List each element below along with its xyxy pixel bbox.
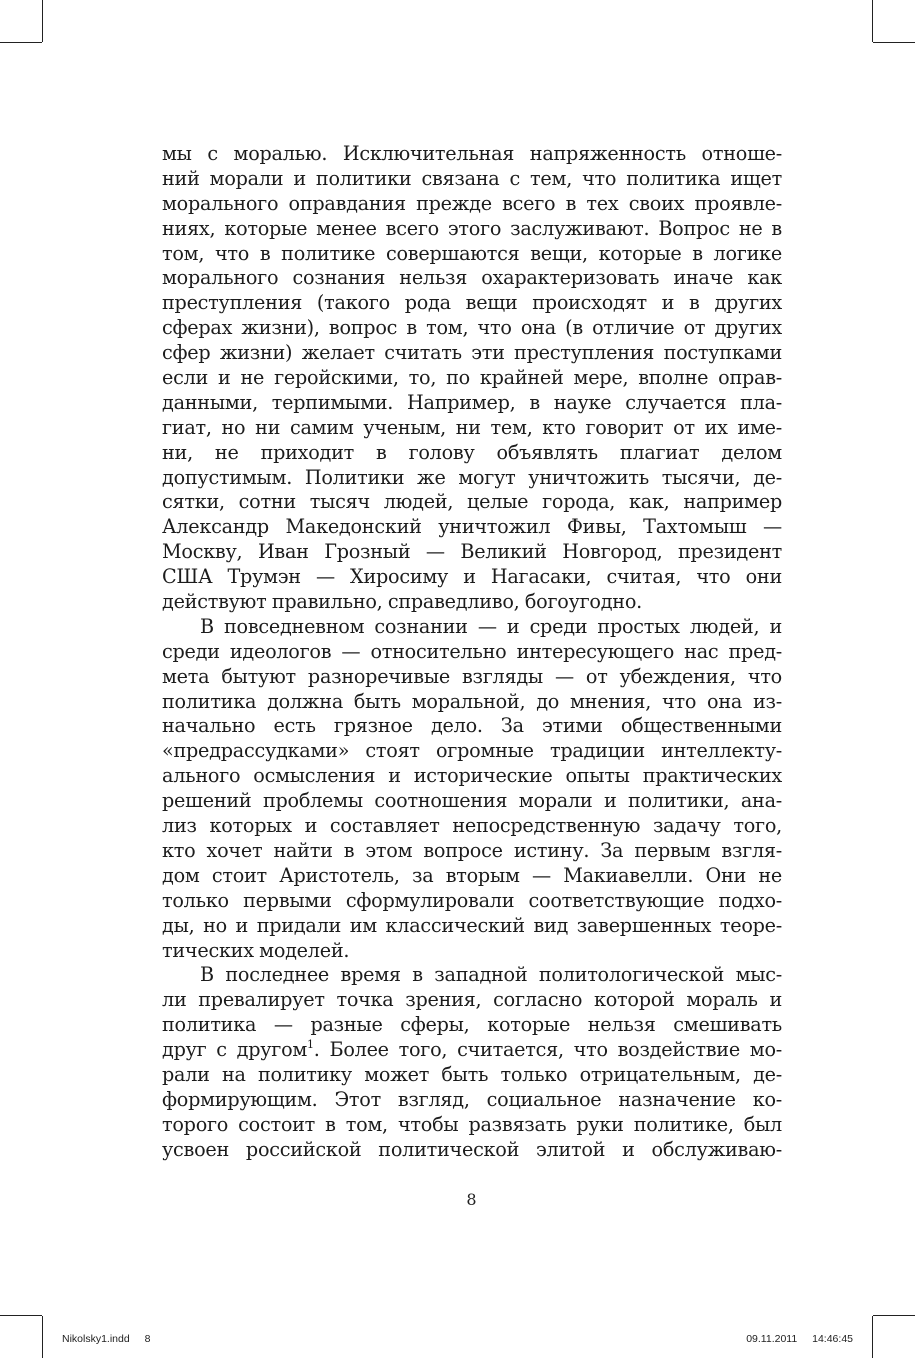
text-line-content: усвоен российской политической элитой и обслуживаю- [162,1137,782,1161]
text-line-content: «предрассудками» стоят огромные традиции интеллекту- [162,739,782,763]
text-line [162,341,782,366]
text-line [162,690,782,715]
text-line-content: Александр Македонский уничтожил Фивы, Тахтомыш — [162,515,782,539]
footnote-ref[interactable]: 1 [307,1038,314,1052]
text-line [162,1038,782,1063]
text-line [162,242,782,267]
text-line [162,1088,782,1113]
crop-mark [872,1316,873,1358]
text-line [162,565,782,590]
text-line-content: Москву, Иван Грозный — Великий Новгород, президент [162,540,782,564]
text-line [162,1138,782,1163]
text-line-content: действуют правильно, справедливо, богоугодно. [162,590,642,614]
crop-mark [873,42,915,43]
text-line-content: В повседневном сознании — и среди простых людей, и [200,614,782,638]
text-line [162,391,782,416]
text-line-content: ни, не приходит в голову объявлять плагиат делом [162,440,782,464]
text-line [162,864,782,889]
crop-mark [42,0,43,42]
text-line-content: В последнее время в западной политологической мыс- [200,963,782,987]
text-line-content: политика — разные сферы, которые нельзя смешивать [162,1013,782,1037]
text-line [162,764,782,789]
text-line-content: допустимым. Политики же могут уничтожить тысячи, де- [162,465,782,489]
text-line [162,366,782,391]
page-number: 8 [466,1190,477,1209]
crop-mark [0,1315,42,1316]
text-line-content: лиз которых и составляет непосредственную задачу того, [162,814,782,838]
text-line-content: рали на политику может быть только отрицательным, де- [162,1062,782,1086]
text-line [162,963,782,988]
text-line-content: ниях, которые менее всего этого заслуживают. Вопрос не в [162,216,782,240]
text-line-content: том, что в политике совершаются вещи, которые в логике [162,241,782,265]
text-line-content: начально есть грязное дело. За этими общественными [162,714,782,738]
text-line-content: мы с моралью. Исключительная напряженность отноше- [162,142,782,165]
text-line-content: морального сознания нельзя охарактеризовать иначе как [162,266,782,290]
text-line [162,615,782,640]
text-line-content: сфер жизни) желает считать эти преступления поступками [162,341,782,365]
crop-mark [872,0,873,42]
text-line [162,266,782,291]
slug-left [62,1333,150,1345]
text-line-content: сферах жизни), вопрос в том, что она (в отличие от других [162,316,782,340]
text-line-content: среди идеологов — относительно интересующего нас пред- [162,639,782,663]
text-line [162,939,782,964]
crop-mark [0,42,42,43]
text-line [162,142,782,167]
text-line [162,1063,782,1088]
text-line [162,416,782,441]
text-line-content: гиат, но ни самим ученым, ни тем, кто говорит от их име- [162,415,782,439]
text-line [162,640,782,665]
text-line [162,217,782,242]
text-line-content: только первыми сформулировали соответствующие подхо- [162,888,782,912]
text-line-content: торого состоит в том, чтобы развязать руки политике, был [162,1112,782,1136]
text-line-content: ний морали и политики связана с тем, что политика ищет [162,166,782,190]
text-line [162,665,782,690]
text-line-content: ды, но и придали им классический вид завершенных теоре- [162,913,782,937]
text-line-content: формирующим. Этот взгляд, социальное назначение ко- [162,1087,782,1111]
text-line-content: решений проблемы соотношения морали и политики, ана- [162,789,782,813]
text-line [162,291,782,316]
slug-date: 09.11.2011 [746,1333,798,1345]
body-text [162,142,782,1163]
slug-filename: Nikolsky1.indd [62,1333,130,1345]
text-line [162,590,782,615]
text-line [162,490,782,515]
text-line [162,540,782,565]
crop-mark [873,1315,915,1316]
text-line [162,316,782,341]
text-line [162,839,782,864]
slug-right [746,1333,853,1345]
text-line [162,167,782,192]
text-line [162,714,782,739]
text-line [162,789,782,814]
text-line-content: друг с другом [162,1038,308,1062]
text-line [162,1113,782,1138]
text-line-content: политика должна быть моральной, до мнения, что она из- [162,689,782,713]
text-line [162,814,782,839]
text-line [162,914,782,939]
text-line-content: мета бытуют разноречивые взгляды — от убеждения, что [162,664,782,688]
text-line-content: сятки, сотни тысяч людей, целые города, как, например [162,490,782,514]
text-line [162,889,782,914]
text-line-content: ли превалирует точка зрения, согласно которой мораль и [162,988,782,1012]
text-line [162,1013,782,1038]
text-line [162,988,782,1013]
text-line [162,515,782,540]
text-line-continuation: . Более того, считается, что воздействие мо- [313,1038,782,1062]
slug-page: 8 [144,1333,151,1345]
text-line-content: дом стоит Аристотель, за вторым — Макиавелли. Они не [162,863,782,887]
text-line-content: США Трумэн — Хиросиму и Нагасаки, считая, что они [162,565,782,589]
slug-time: 14:46:45 [812,1333,853,1345]
text-line [162,441,782,466]
text-line [162,192,782,217]
text-line-content: данными, терпимыми. Например, в науке случается пла- [162,390,782,414]
text-line [162,466,782,491]
text-line-content: кто хочет найти в этом вопросе истину. За первым взгля- [162,838,782,862]
text-line-content: если и не геройскими, то, по крайней мере, вполне оправ- [162,366,782,390]
text-line [162,739,782,764]
crop-mark [42,1316,43,1358]
text-line-content: преступления (такого рода вещи происходят и в других [162,291,782,315]
text-line-content: ального осмысления и исторические опыты практических [162,764,782,788]
text-line-content: тических моделей. [162,938,350,962]
text-line-content: морального оправдания прежде всего в тех своих проявле- [162,191,782,215]
